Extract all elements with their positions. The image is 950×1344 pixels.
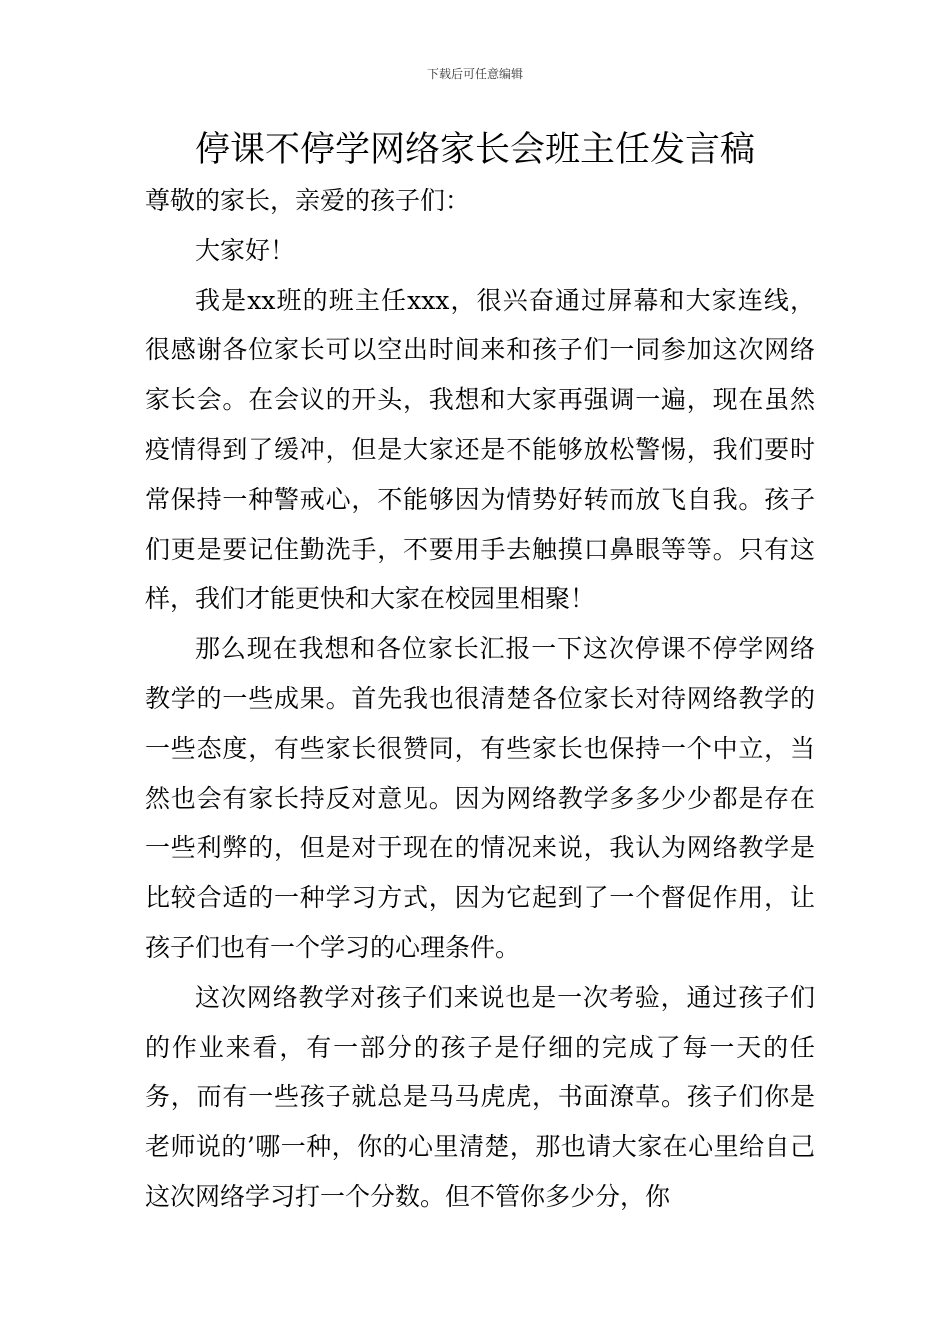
greeting: 大家好！	[195, 235, 296, 265]
document-title: 停课不停学网络家长会班主任发言稿	[194, 130, 755, 170]
body-paragraph-2: 那么现在我想和各位家长汇报一下这次停课不停学网络教学的一些成果。首先我也很清楚各位家长对待网络教学的一些态度，有些家长很赞同，有些家长也保持一个中立，当然也会有家长持反对意见。因为网络教学多多少少都是存在一些利弊的，但是对于现在的情况来说，我认为网络教学是比较合适的一种学习方式，因为它起到了一个督促作用，让孩子们也有一个学习的心理条件。	[145, 634, 815, 962]
document-body	[145, 176, 815, 1222]
header-note: 下载后可任意编辑	[426, 67, 523, 81]
salutation: 尊敬的家长，亲爱的孩子们：	[145, 186, 471, 215]
body-paragraph-1: 我是xx班的班主任xxx，很兴奋通过屏幕和大家连线，很感谢各位家长可以空出时间来和孩子们一同参加这次网络家长会。在会议的开头，我想和大家再强调一遍，现在虽然疫情得到了缓冲，但是大家还是不能够放松警惕，我们要时常保持一种警戒心，不能够因为情势好转而放飞自我。孩子们更是要记住勤洗手，不要用手去触摸口鼻眼等等。只有这样，我们才能更快和大家在校园里相聚！	[145, 285, 815, 614]
body-paragraph-3: 这次网络教学对孩子们来说也是一次考验，通过孩子们的作业来看，有一部分的孩子是仔细的完成了每一天的任务，而有一些孩子就总是马马虎虎，书面潦草。孩子们你是老师说的’哪一种，你的心里清楚，那也请大家在心里给自己这次网络学习打一个分数。但不管你多少分，你	[145, 982, 815, 1211]
